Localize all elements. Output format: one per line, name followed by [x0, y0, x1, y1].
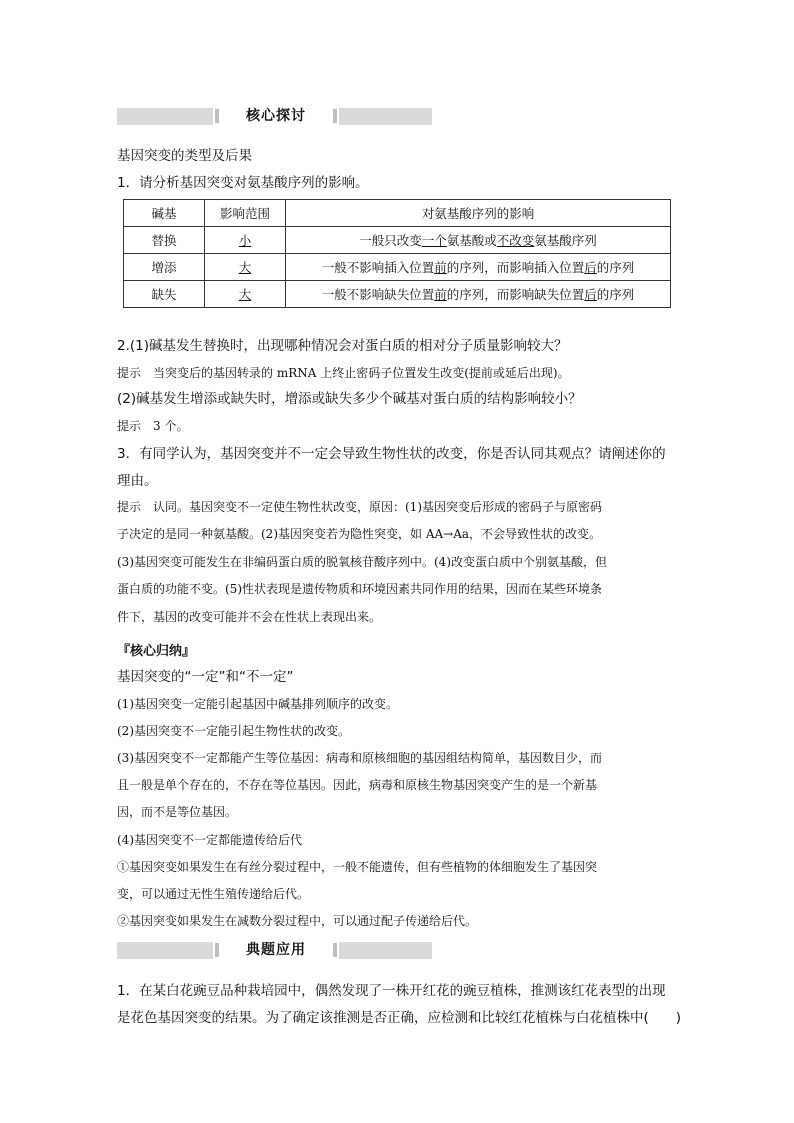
- question-2-2: (2)碱基发生增添或缺失时，增添或缺失多少个碱基对蛋白质的结构影响较小？: [117, 391, 582, 407]
- section-banner-example: [117, 942, 432, 959]
- answer-3-line: 蛋白质的功能不变。(5)性状表现是遗传物质和环境因素共同作用的结果，因而在某些环境条: [117, 582, 603, 596]
- section-banner-core: [117, 108, 432, 125]
- example-1-line: 1．在某白花豌豆品种栽培园中，偶然发现了一株开红花的豌豆植株，推测该红花表型的出现: [117, 983, 666, 999]
- summary-point: (4)基因突变不一定都能遗传给后代: [117, 833, 302, 847]
- example-1-line: 是花色基因突变的结果。为了确定该推测是否正确，应检测和比较红花植株与白花植株中( ): [117, 1010, 682, 1026]
- summary-point: (1)基因突变一定能引起基因中碱基排列顺序的改变。: [117, 697, 399, 711]
- section-title: 典题应用: [213, 941, 339, 959]
- cell-effect: 一般只改变一个氨基酸或不改变氨基酸序列: [286, 227, 671, 254]
- answer-2-1: 提示 当突变后的基因转录的 mRNA 上终止密码子位置发生改变(提前或延后出现)。: [117, 366, 570, 380]
- cell-base: 增添: [124, 254, 205, 281]
- header-range: 影响范围: [205, 200, 286, 227]
- cell-base: 替换: [124, 227, 205, 254]
- question-3-line: 3．有同学认为，基因突变并不一定会导致生物性状的改变，你是否认同其观点？请阐述你的: [117, 446, 666, 462]
- cell-effect: 一般不影响插入位置前的序列，而影响插入位置后的序列: [286, 254, 671, 281]
- summary-point: 因，而不是等位基因。: [117, 805, 238, 819]
- question-2-1: 2.(1)碱基发生替换时，出现哪种情况会对蛋白质的相对分子质量影响较大？: [117, 338, 568, 354]
- summary-point: ②基因突变如果发生在减数分裂过程中，可以通过配子传递给后代。: [117, 914, 478, 928]
- summary-point: (3)基因突变不一定都能产生等位基因：病毒和原核细胞的基因组结构简单，基因数目少，而: [117, 751, 603, 765]
- answer-3-line: (3)基因突变可能发生在非编码蛋白质的脱氧核苷酸序列中。(4)改变蛋白质中个别氨基酸，但: [117, 555, 607, 569]
- summary-point: (2)基因突变不一定能引起生物性状的改变。: [117, 724, 350, 738]
- mutation-effect-table: [123, 199, 671, 308]
- header-effect: 对氨基酸序列的影响: [286, 200, 671, 227]
- section-title: 核心探讨: [213, 107, 339, 125]
- table-row: [124, 281, 671, 308]
- table-row: [124, 254, 671, 281]
- cell-base: 缺失: [124, 281, 205, 308]
- summary-point: 且一般是单个存在的，不存在等位基因。因此，病毒和原核生物基因突变产生的是一个新基: [117, 778, 598, 792]
- summary-point: ①基因突变如果发生在有丝分裂过程中，一般不能遗传，但有些植物的体细胞发生了基因突: [117, 860, 598, 874]
- topic-heading: 基因突变的类型及后果: [117, 148, 252, 164]
- answer-3-line: 提示 认同。基因突变不一定使生物性状改变，原因：(1)基因突变后形成的密码子与原密码: [117, 500, 603, 514]
- question-1: 1．请分析基因突变对氨基酸序列的影响。: [117, 175, 369, 191]
- table-header-row: [124, 200, 671, 227]
- cell-range: 大: [205, 281, 286, 308]
- header-base: 碱基: [124, 200, 205, 227]
- cell-range: 小: [205, 227, 286, 254]
- cell-effect: 一般不影响缺失位置前的序列，而影响缺失位置后的序列: [286, 281, 671, 308]
- table-row: [124, 227, 671, 254]
- question-3-line: 理由。: [117, 473, 158, 489]
- summary-point: 变，可以通过无性生殖传递给后代。: [117, 887, 310, 901]
- answer-3-line: 件下，基因的改变可能并不会在性状上表现出来。: [117, 610, 382, 624]
- summary-label: 『核心归纳』: [117, 644, 196, 659]
- answer-3-line: 子决定的是同一种氨基酸。(2)基因突变若为隐性突变，如 AA→Aa，不会导致性状的改变。: [117, 527, 602, 541]
- summary-title: 基因突变的“一定”和“不一定”: [117, 669, 294, 685]
- answer-2-2: 提示 3 个。: [117, 419, 189, 433]
- cell-range: 大: [205, 254, 286, 281]
